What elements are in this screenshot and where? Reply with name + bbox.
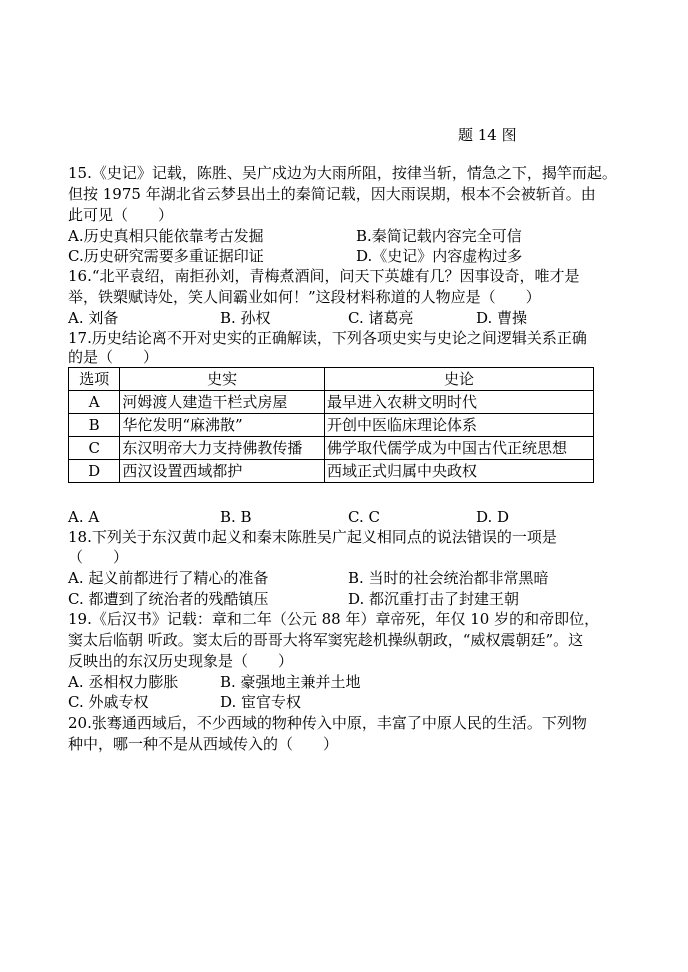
table-row [69,460,594,483]
header-option: 选项 [69,368,120,391]
question-text-line: 16.“北平袁绍，南拒孙刘，青梅煮酒间，问天下英雄有几？因事设奇，唯才是 [68,267,580,285]
table-cell: 西域正式归属中央政权 [324,460,593,483]
question-text-line: 反映出的东汉历史现象是（ ） [68,652,294,670]
table-cell: 华佗发明“麻沸散” [120,414,325,437]
question-text-line: 窦太后临朝 听政。窦太后的哥哥大将军窦宪趁机操纵朝政，“威权震朝廷”。这 [68,631,584,649]
option-d: D. 都沉重打击了封建王朝 [348,590,520,608]
question-text-line: 18.下列关于东汉黄巾起义和秦末陈胜吴广起义相同点的说法错误的一项是 [68,528,557,546]
option-a: A. 刘备 [68,309,119,327]
option-a: A.历史真相只能依靠考古发掘 [68,227,264,245]
option-b: B.秦简记载内容完全可信 [356,227,522,245]
table-cell: 佛学取代儒学成为中国古代正统思想 [324,437,593,460]
table-cell: 河姆渡人建造干栏式房屋 [120,391,325,414]
table-cell: 最早进入农耕文明时代 [324,391,593,414]
table-cell: A [69,391,120,414]
table-row [69,437,594,460]
option-d: D. D [476,508,510,526]
question-text-line: 17.历史结论离不开对史实的正确解读，下列各项史实与史论之间逻辑关系正确 [68,329,587,347]
question-text-line: （ ） [68,548,129,566]
table-cell: D [69,460,120,483]
question-text-line: 举，铁槊赋诗处，笑人间霸业如何！”这段材料称道的人物应是（ ） [68,288,541,306]
option-b: B. 豪强地主兼并土地 [220,673,361,691]
option-a: A. 丞相权力膨胀 [68,673,179,691]
header-fact: 史实 [120,368,325,391]
option-d: D. 宦官专权 [220,693,302,711]
table-cell: 西汉设置西域都护 [120,460,325,483]
option-b: B. B [220,508,252,526]
option-c: C. 外戚专权 [68,693,149,711]
option-c: C. C [348,508,380,526]
table-cell: 开创中医临床理论体系 [324,414,593,437]
history-table [68,367,594,483]
question-text-line: 15.《史记》记载，陈胜、吴广戍边为大雨所阻，按律当斩，情急之下，揭竿而起。 [68,164,617,182]
option-c: C. 都遭到了统治者的残酷镇压 [68,590,269,608]
option-d: D.《史记》内容虚构过多 [356,247,523,265]
question-text-line: 此可见（ ） [68,206,174,224]
question-text-line: 的是（ ） [68,348,159,366]
option-b: B. 孙权 [220,309,271,327]
option-c: C.历史研究需要多重证据印证 [68,247,264,265]
table-header-row [69,368,594,391]
table-cell: B [69,414,120,437]
figure-caption: 题 14 图 [458,126,517,144]
table-cell: 东汉明帝大力支持佛教传播 [120,437,325,460]
option-a: A. A [68,508,100,526]
option-b: B. 当时的社会统治都非常黑暗 [348,569,549,587]
question-text-line: 种中，哪一种不是从西域传入的（ ） [68,735,339,753]
question-text-line: 20.张骞通西域后，不少西域的物种传入中原，丰富了中原人民的生活。下列物 [68,714,587,732]
option-d: D. 曹操 [476,309,528,327]
option-c: C. 诸葛亮 [348,309,414,327]
question-text-line: 但按 1975 年湖北省云梦县出土的秦简记载，因大雨误期，根本不会被斩首。由 [68,185,596,203]
table-cell: C [69,437,120,460]
option-a: A. 起义前都进行了精心的准备 [68,569,269,587]
header-conclusion: 史论 [324,368,593,391]
question-text-line: 19.《后汉书》记载：章和二年（公元 88 年）章帝死，年仅 10 岁的和帝即位， [68,610,600,628]
table-row [69,391,594,414]
table-row [69,414,594,437]
